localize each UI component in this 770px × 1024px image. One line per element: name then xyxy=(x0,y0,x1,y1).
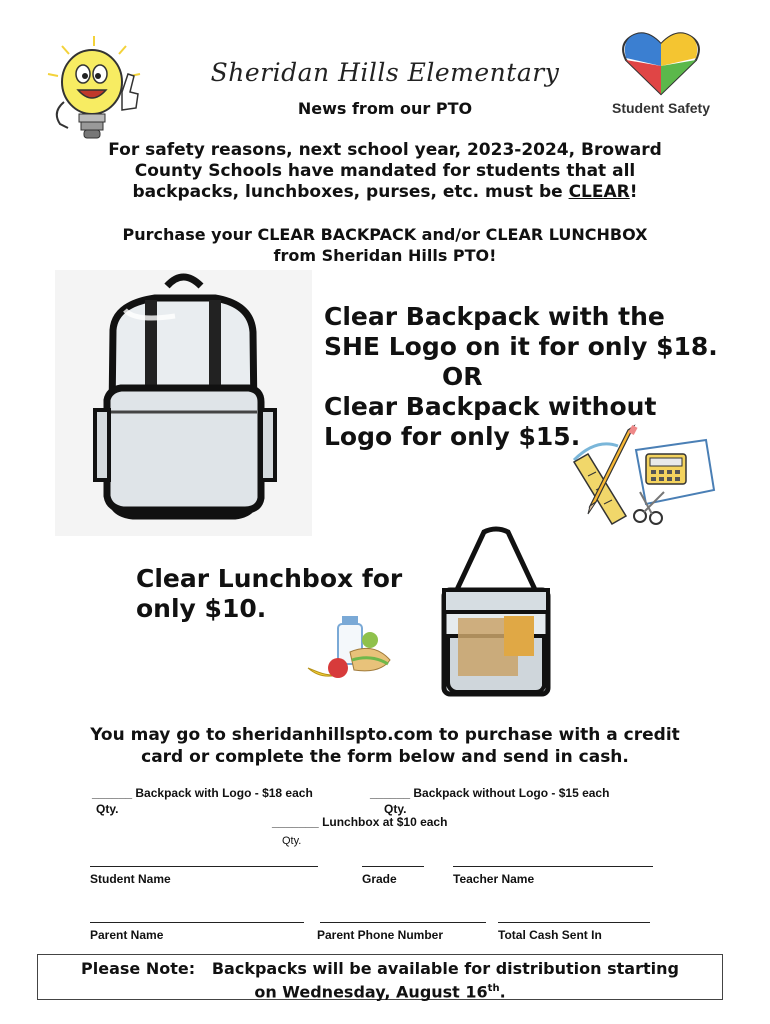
clear-emphasis: CLEAR xyxy=(568,182,630,202)
order-lunchbox-label: Lunchbox at $10 each xyxy=(322,815,448,829)
order-lunchbox xyxy=(272,815,447,829)
teacher-name-line[interactable] xyxy=(453,866,653,867)
backpack-offer-line-2: SHE Logo on it for only $18. xyxy=(324,332,718,361)
pto-subtitle: News from our PTO xyxy=(297,99,473,118)
student-safety-label: Student Safety xyxy=(611,100,710,116)
backpack-offer-or: OR xyxy=(442,362,483,391)
parent-name-line[interactable] xyxy=(90,922,304,923)
backpack-offer-line-3: Clear Backpack without xyxy=(324,392,657,421)
website-note-line-1: You may go to sheridanhillspto.com to purchase with a credit xyxy=(90,725,680,745)
parent-phone-label: Parent Phone Number xyxy=(317,928,444,942)
student-name-line[interactable] xyxy=(90,866,318,867)
distribution-note-line-2: on Wednesday, August 16th. xyxy=(254,982,506,1002)
parent-name-label: Parent Name xyxy=(90,928,164,942)
order-backpack-nologo-qty-blank[interactable]: ______ xyxy=(370,786,411,800)
lunchbox-offer-line-1: Clear Lunchbox for xyxy=(136,564,403,593)
order-backpack-logo-qty-blank[interactable]: ______ xyxy=(92,786,133,800)
order-backpack-logo-qty-label: Qty. xyxy=(96,802,119,816)
grade-line[interactable] xyxy=(362,866,424,867)
website-note xyxy=(60,724,710,768)
school-supplies-icon xyxy=(566,420,716,532)
order-backpack-nologo-qty-label: Qty. xyxy=(384,802,407,816)
please-note-label: Please Note: xyxy=(81,959,196,978)
order-backpack-logo xyxy=(92,786,313,800)
distribution-note-box xyxy=(37,954,723,1000)
teacher-name-label: Teacher Name xyxy=(453,872,535,886)
school-name-title: Sheridan Hills Elementary xyxy=(210,58,560,87)
student-safety-heart-icon xyxy=(620,30,702,98)
intro-line-2: County Schools have mandated for students that all xyxy=(134,161,636,181)
clear-lunchbox-image xyxy=(438,526,554,706)
clear-backpack-image xyxy=(55,270,312,536)
intro-line-3: backpacks, lunchboxes, purses, etc. must be CLEAR! xyxy=(132,182,638,202)
distribution-note-line-1: Please Note: Backpacks will be available for distribution starting xyxy=(81,959,679,978)
website-note-line-2: card or complete the form below and send in cash. xyxy=(141,747,629,767)
order-backpack-nologo xyxy=(370,786,609,800)
order-backpack-nologo-label: Backpack without Logo - $15 each xyxy=(413,786,610,800)
order-lunchbox-qty-label: Qty. xyxy=(282,835,302,847)
purchase-line-1: Purchase your CLEAR BACKPACK and/or CLEAR LUNCHBOX xyxy=(122,225,648,244)
intro-line-1: For safety reasons, next school year, 2023-2024, Broward xyxy=(108,140,662,160)
lunchbox-offer-line-2: only $10. xyxy=(136,594,267,623)
parent-phone-line[interactable] xyxy=(320,922,486,923)
lightbulb-mascot-icon xyxy=(42,32,146,150)
student-name-label: Student Name xyxy=(90,872,171,886)
order-backpack-logo-label: Backpack with Logo - $18 each xyxy=(135,786,313,800)
total-cash-line[interactable] xyxy=(498,922,650,923)
purchase-line-2: from Sheridan Hills PTO! xyxy=(273,246,497,265)
intro-paragraph xyxy=(80,140,690,203)
order-lunchbox-qty-blank[interactable]: _______ xyxy=(272,815,319,829)
grade-label: Grade xyxy=(362,872,397,886)
total-cash-label: Total Cash Sent In xyxy=(498,928,602,942)
lunch-food-icon xyxy=(304,612,394,690)
backpack-offer-line-4: Logo for only $15. xyxy=(324,422,581,451)
purchase-paragraph xyxy=(70,224,700,266)
backpack-offer-line-1: Clear Backpack with the xyxy=(324,302,665,331)
